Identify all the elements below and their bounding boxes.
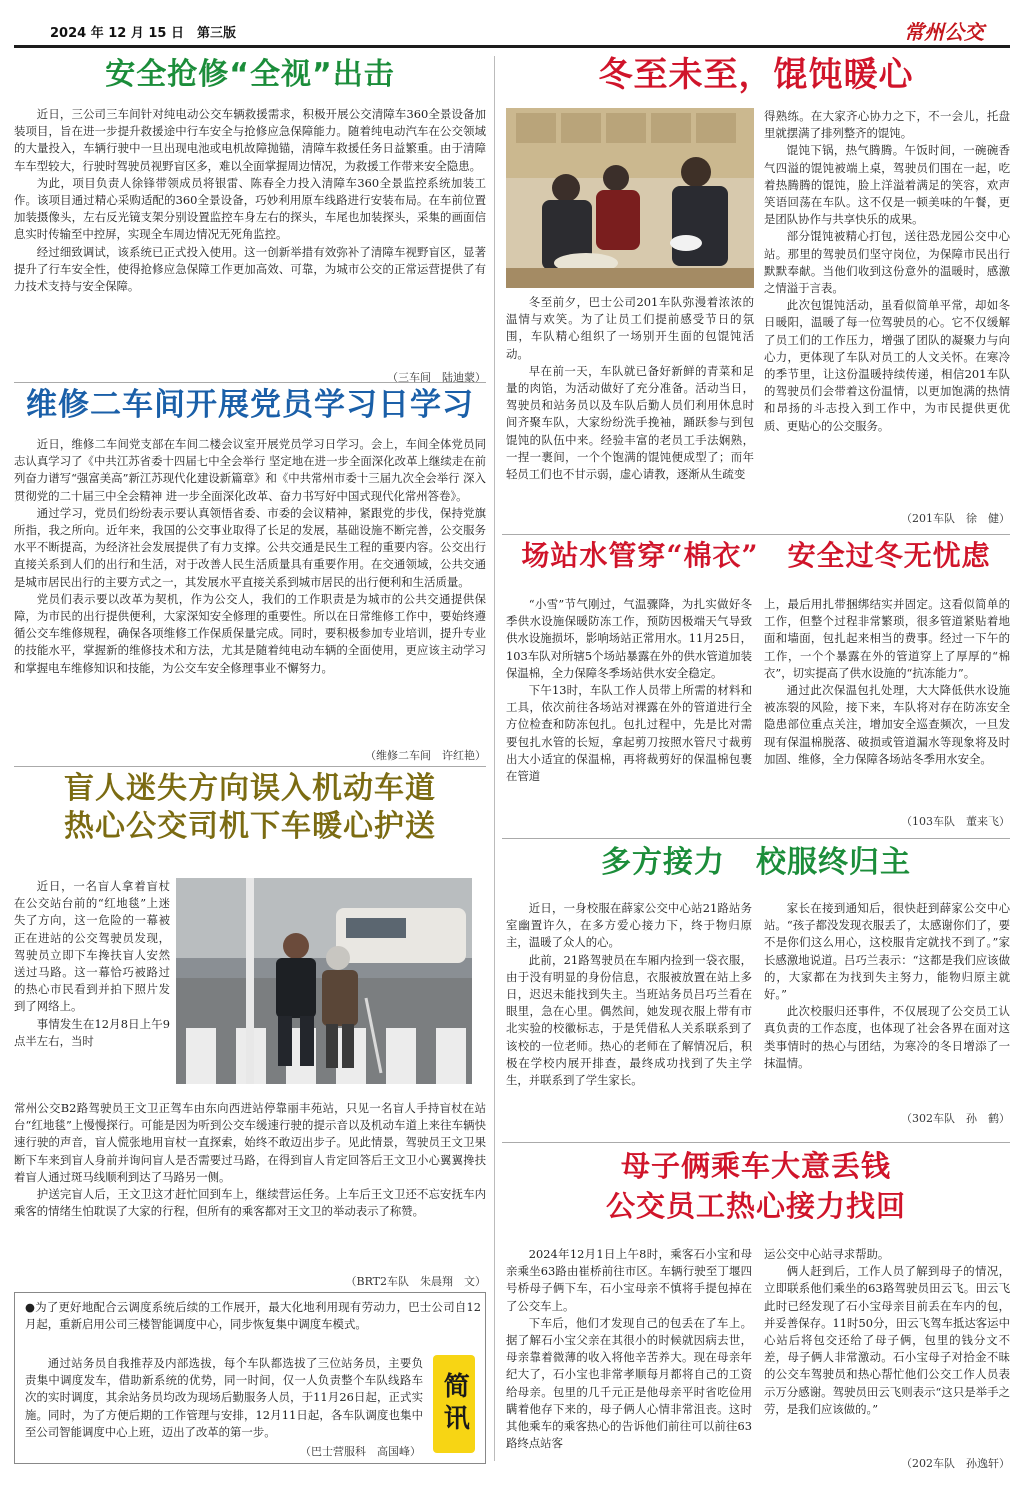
byline: （维修二车间 许红艳） (365, 749, 486, 762)
paragraph: 早在前一天，车队就已备好新鲜的青菜和足量的肉馅，为活动做好了充分准备。活动当日，驾驶员和站务员以及车队后勤人员们利用休息时间齐聚车队，大家纷纷洗手挽袖，踊跃参与到包馄饨的队伍中来。经验丰富的老员工手法娴熟，一捏一裹间，一个个饱满的馄饨便成型了；而年轻员工们也不甘示弱，虚心请教，逐渐从生疏变 (506, 363, 754, 482)
article-title-line1: 母子俩乘车大意丢钱 (620, 1149, 891, 1183)
article-body (14, 106, 486, 368)
article-body-wrap (14, 878, 170, 1100)
paragraph: 部分馄饨被精心打包，送往恐龙园公交中心站。那里的驾驶员们坚守岗位，为保障市民出行默默奉献。当他们收到这份意外的温暖时，感激之情溢于言表。 (764, 229, 1010, 296)
paragraph: 上，最后用扎带捆绑结实并固定。这看似简单的工作，但整个过程非常繁琐，很多管道紧贴着地面和墙面，包扎起来相当的费事。经过一下午的工作，一个个暴露在外的管道穿上了厚厚的“棉衣”，切实提高了供水设施的“抗冻能力”。 (764, 597, 1010, 680)
article-title: 多方接力 校服终归主 (601, 845, 911, 880)
paragraph: 俩人赶到后，工作人员了解到母子的情况，立即联系他们乘坐的63路驾驶员田云飞。田云飞此时已经发现了石小宝母亲目前丢在车内的包，并妥善保存。11时50分，田云飞驾车抵达客运中心站后将包交还给了母子俩，包里的钱分文不差，母子俩人非常激动。石小宝母子对拾金不昧的公交车驾驶员和热心帮忙他们公交工作人员表示万分感谢。驾驶员田云飞则表示“这只是举手之劳，是我们应该做的。” (764, 1264, 1010, 1416)
article-body (506, 900, 752, 1134)
paragraph: 通过此次保温包扎处理，大大降低供水设施被冻裂的风险，接下来，车队将对存在防冻安全隐患部位重点关注，增加安全巡查频次，一旦发现有保温棉脱落、破损或管道漏水等现象将及时加固、维修，全力保障各场站冬季用水安全。 (764, 683, 1010, 766)
brief-lead: ●为了更好地配合云调度系统后续的工作展开，最大化地利用现有劳动力，巴士公司自12月起，重新启用公司三楼智能调度中心，同步恢复集中调度车模式。 (25, 1300, 481, 1332)
article-lost-money-left (506, 1246, 752, 1472)
page-header (14, 14, 1010, 48)
paragraph: 近日，三公司三车间针对纯电动公交车辆救援需求，积极开展公交清障车360全景设备加装项目，旨在进一步提升救援途中行车安全与抢修应急保障能力。随着纯电动汽车在公交领域的大量投入，车辆行驶中一旦出现电池或电机故障抛锚，清障车救援任务日益繁重。由于清障车车型较大，行驶时驾驶员视野盲区多，难以全面掌握周边情况，为救援工作带来安全隐患。 (14, 107, 486, 173)
article-school-uniform-right (764, 900, 1010, 1126)
article-blind-escort-full (14, 1100, 486, 1289)
article-school-uniform-left (506, 900, 752, 1134)
article-body (764, 1246, 1010, 1454)
byline: （BRT2车队 朱晨翔 文） (345, 1275, 486, 1288)
paragraph: 运公交中心站寻求帮助。 (764, 1247, 890, 1261)
paragraph: 经过细致调试，该系统已正式投入使用。这一创新举措有效弥补了清障车视野盲区，显著提升了行车安全性，使得抢修应急保障工作更加高效、可靠，为城市公交的正常运营提供了有力技术支持与安全保障。 (14, 244, 486, 294)
article-lost-money-right (764, 1246, 1010, 1471)
article-title: 维修二车间开展党员学习日学习 (26, 387, 474, 423)
paragraph: 近日，一名盲人拿着盲杖在公交站台前的“红地毯”上迷失了方向，这一危险的一幕被正在进站的公交驾驶员发现，驾驶员立即下车搀扶盲人安然送过马路。这一幕恰巧被路过的热心市民看到并拍下照片发到了网络上。 (14, 879, 170, 1014)
article-body (14, 436, 486, 746)
byline: （三车间 陆迪蒙） (387, 371, 486, 384)
article-blind-escort-wrap (14, 878, 170, 1100)
news-brief-box (14, 1292, 486, 1464)
paragraph: 通过站务员自我推荐及内部选拔，每个车队都选拔了三位站务员，主要负责集中调度发车，借助新系统的优势，同一时间，仅一人负责整个车队线路车次的实时调度，其余站务员均改为现场后勤服务人员，于11月26日起，正式实施。同时，为了方便后期的工作管理与安排，12月11日起，各车队调度也集中至公司智能调度中心上班，迈出了改革的第一步。 (25, 1356, 423, 1439)
paragraph: 家长在接到通知后，很快赶到薛家公交中心站。“孩子都没发现衣服丢了，太感谢你们了，要不是你们这么用心，这校服肯定就找不到了。”家长感激地说道。吕巧兰表示：“这都是我们应该做的，大家都在为找到失主努力，能物归原主就好。” (764, 901, 1010, 1002)
paragraph: 冬至前夕，巴士公司201车队弥漫着浓浓的温情与欢笑。为了让员工们提前感受节日的氛围，车队精心组织了一场别开生面的包馄饨活动。 (506, 295, 754, 361)
article-safety-rescue (14, 58, 486, 385)
paragraph: “小雪”节气刚过，气温骤降，为扎实做好冬季供水设施保暖防冻工作，预防因极端天气导致供水设施损坏，影响场站正常用水。11月25日，103车队对所辖5个场站暴露在外的供水管道加装保温棉，全力保障冬季场站供水安全稳定。 (506, 597, 752, 680)
byline: （202车队 孙逸轩） (901, 1457, 1010, 1470)
brief-badge (433, 1355, 475, 1453)
article-water-pipes-right (764, 596, 1010, 829)
paragraph: 为此，项目负责人徐锋带领成员将银雷、陈春全力投入清障车360全景监控系统加装工作。该项目通过精心采购适配的360全景设备，巧妙利用原车线路进行安装布局。在车前位置加装摄像头，左右反光镜支架分别设置监控车身左右的探头，车尾也加装探头，采集的画面信息实时传输至中控屏，实现全车周边情况无死角监控。 (14, 175, 486, 242)
article-water-pipes-left (506, 596, 752, 830)
article-title-line2: 公交员工热心接力找回 (605, 1189, 906, 1223)
paragraph: 馄饨下锅，热气腾腾。午饭时间，一碗碗香气四溢的馄饨被端上桌，驾驶员们围在一起，吃着热腾腾的馄饨，脸上洋溢着满足的笑容，欢声笑语回荡在车队。这不仅是一顿美味的午餐，更是团队协作与共享快乐的成果。 (764, 143, 1010, 227)
article-party-study (14, 388, 486, 763)
article-blind-escort (14, 772, 486, 850)
paragraph: 常州公交B2路驾驶员王文卫正驾车由东向西进站停靠丽丰苑站，只见一名盲人手持盲杖在站台“红地毯”上慢慢探行。可能是因为听到公交车缓速行驶的提示音以及机动车道上来往车辆快速行驶的声音，盲人慌张地用盲杖一直探索，始终不敢迈出步子。见此情景，驾驶员王文卫果断下车来到盲人身前并询问盲人是否需要过马路，在得到盲人肯定回答后王文卫小心翼翼搀扶着盲人通过斑马线顺利到达了马路另一侧。 (14, 1101, 486, 1184)
article-dumplings-right (764, 108, 1010, 526)
article-title-line2: 热心公交司机下车暖心护送 (64, 809, 436, 844)
paragraph: 下午13时，车队工作人员带上所需的材料和工具，依次前往各场站对裸露在外的管道进行全方位检查和防冻包扎。包扎过程中，先是比对需要包扎水管的长短，拿起剪刀按照水管尺寸裁剪出大小适宜的保温棉，再将裁剪好的保温棉包裹在管道 (506, 683, 752, 784)
paragraph: 此次包馄饨活动，虽看似简单平常，却如冬日暖阳，温暖了每一位驾驶员的心。它不仅缓解了员工们的工作压力，增强了团队的凝聚力与向心力，更体现了车队对员工的人文关怀。在寒冷的季节里，让这份温暖持续传递，相信201车队的驾驶员们会带着这份温情，以更加饱满的热情和昂扬的斗志投入到工作中，为市民提供更优质、更贴心的公交服务。 (764, 298, 1010, 433)
paragraph: 事情发生在12月8日上午9点半左右，当时 (14, 1016, 170, 1048)
paragraph: 通过学习，党员们纷纷表示要认真领悟省委、市委的会议精神，紧跟党的步伐，保持党旗所指，我之所向。近年来，我国的公交事业取得了长足的发展，基础设施不断完善，公交服务水平不断提高，为经济社会发展提供了有力支撑。公共交通是民生工程的重要内容。公交出行直接关系到人们的出行和生活，对于改善人民生活质量具有重要作用。在交通领域，公共交通是城市居民出行的主要方式之一，其发展水平直接关系到城市居民的出行便利和生活质量。 (14, 505, 486, 589)
article-title: 安全抢修“全视”出击 (105, 57, 395, 92)
article-body (506, 596, 752, 830)
issue-date: 2024 年 12 月 15 日 第三版 (50, 26, 236, 41)
byline: （103车队 董来飞） (901, 815, 1010, 828)
article-water-pipes (502, 540, 1010, 588)
article-lost-money (502, 1150, 1010, 1230)
article-body (764, 900, 1010, 1106)
brief-body-2 (25, 1355, 423, 1443)
paragraph: 近日，一身校服在薛家公交中心站21路站务室幽置许久，在多方爱心接力下，终于物归原主，温暖了众人的心。 (506, 901, 752, 950)
paragraph: 此前，21路驾驶员在车厢内捡到一袋衣服，由于没有明显的身份信息，衣服被放置在站上多日，迟迟未能找到失主。当班站务员吕巧兰看在眼里，急在心里。偶然间，她发现衣服上带有市北实验的校徽标志，于是凭借私人关系联系到了该校的一位老师。热心的老师在了解情况后，积极在学校内展开排查，最终成功找到了失主学生，并联系到了学生家长。 (506, 952, 752, 1088)
photo-making-dumplings (506, 108, 754, 288)
article-body (506, 294, 754, 518)
article-dumplings (502, 56, 1010, 100)
paragraph: 得熟练。在大家齐心协力之下，不一会儿，托盘里就摆满了排列整齐的馄饨。 (764, 109, 1010, 141)
byline: （302车队 孙 鹤） (901, 1112, 1010, 1125)
paragraph: 近日，维修二车间党支部在车间二楼会议室开展党员学习日学习。会上，车间全体党员同志认真学习了《中共江苏省委十四届七中全会举行 坚定地在进一步全面深化改革上继续走在前列奋力谱写“强富美高”新江苏现代化建设新篇章》和《中共常州市委十三届九次全会举行 深入贯彻党的二十届三中全会精神 进一步全面深化改革、奋力书写好中国式现代化常州答卷》。 (14, 437, 486, 503)
article-body (14, 1100, 486, 1272)
byline: （201车队 徐 健） (901, 512, 1010, 525)
paragraph: 此次校服归还事件，不仅展现了公交员工认真负责的工作态度，也体现了社会各界在面对这类事情时的热心与团结，为寒冷的冬日增添了一抹温情。 (764, 1004, 1010, 1070)
brief-body (25, 1299, 481, 1333)
article-title: 冬至未至，馄饨暖心 (598, 55, 914, 95)
photo-driver-escort (176, 878, 472, 1084)
paragraph: 下车后，他们才发现自己的包丢在了车上。据了解石小宝父亲在其很小的时候就因病去世，母亲靠着微薄的收入将他辛苦养大。现在母亲年纪大了，石小宝也非常孝顺每月都将自己的工资给母亲。包里的几千元正是他母亲平时省吃俭用瞒着他存下来的，母子俩人心情非常沮丧。这时其他乘车的乘客热心的告诉他们前往可以前往63路终点站客 (506, 1315, 752, 1451)
article-title-line1: 盲人迷失方向误入机动车道 (64, 771, 436, 806)
column-divider (494, 56, 495, 1461)
article-body (764, 108, 1010, 504)
byline: （巴士营服科 高国峰） (300, 1445, 421, 1458)
paragraph: 2024年12月1日上午8时，乘客石小宝和母亲乘坐63路由崔桥前往市区。车辆行驶至丁堰四号桥母子俩下车，石小宝母亲不慎将手提包掉在了公交车上。 (506, 1247, 752, 1313)
brand-logo: 常州公交 (904, 20, 984, 44)
paragraph: 护送完盲人后，王文卫这才赶忙回到车上，继续营运任务。上车后王文卫还不忘安抚车内乘客的情绪生怕耽误了大家的行程，但所有的乘客都对王文卫的举动表示了称赞。 (14, 1187, 486, 1219)
article-body (764, 596, 1010, 812)
brief-badge-label: 简讯 (439, 1372, 470, 1436)
article-title: 场站水管穿“棉衣” 安全过冬无忧虑 (521, 539, 991, 572)
paragraph: 党员们表示要以改革为契机，作为公交人，我们的工作职责是为城市的公共交通提供保障，为市民的出行提供便利，大家深知安全修理的重要性。所以在日常维修工作中，要始终遵循公交车维修规程，确保各项维修工作保质保量完成。同时，要积极参加专业培训，提升专业的技能水平，掌握新的维修技术和方法，尤其是随着纯电动车辆的全面使用，更应该主动学习和掌握电车维修知识和技能，为公交车安全修理事业不懈努力。 (14, 591, 486, 675)
article-school-uniform (502, 846, 1010, 892)
article-dumplings-left (506, 294, 754, 518)
article-body (506, 1246, 752, 1472)
